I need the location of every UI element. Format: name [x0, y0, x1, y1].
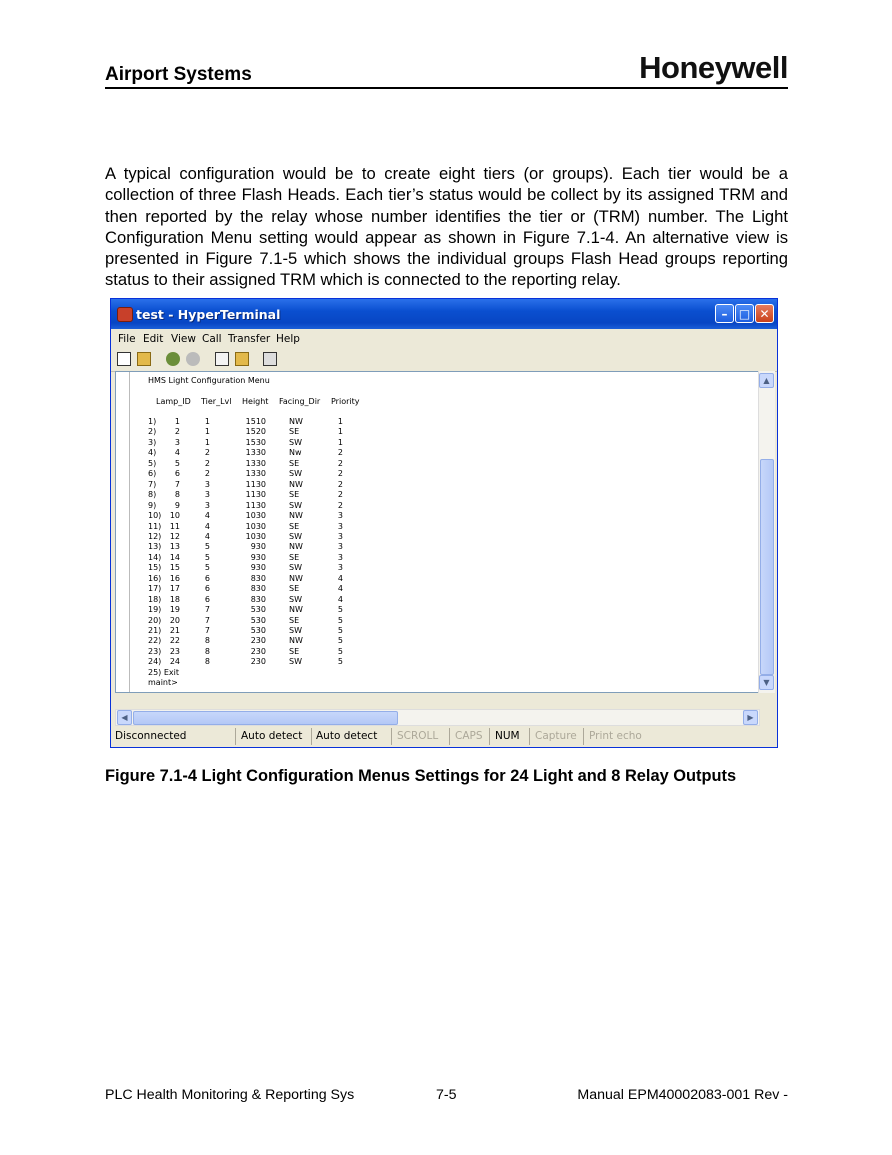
- config-row: [116, 553, 759, 563]
- title-bar[interactable]: [111, 299, 777, 329]
- horizontal-scrollbar[interactable]: [115, 709, 760, 726]
- config-row: [116, 542, 759, 552]
- height-cell: 1130: [245, 500, 266, 510]
- priority-cell: 3: [337, 563, 343, 573]
- row-index-cell: 3): [148, 437, 157, 447]
- priority-cell: 1: [337, 437, 343, 447]
- tier-lvl-cell: 4: [204, 521, 210, 531]
- status-capture: Capture: [535, 730, 577, 742]
- height-cell: 1510: [245, 417, 266, 426]
- priority-cell: 1: [337, 417, 343, 426]
- status-scroll: SCROLL: [397, 730, 439, 742]
- priority-cell: 2: [337, 469, 343, 479]
- tier-lvl-cell: 2: [204, 448, 210, 458]
- facing-dir-cell: SE: [289, 615, 300, 625]
- priority-cell: 2: [337, 490, 343, 500]
- row-index-cell: 20): [148, 615, 162, 625]
- facing-dir-cell: SW: [289, 531, 302, 541]
- prompt-text: maint>: [148, 678, 178, 688]
- col-header-height: Height: [242, 397, 269, 406]
- row-index-cell: 11): [148, 521, 162, 531]
- height-cell: 230: [250, 646, 266, 656]
- hyperterminal-icon: [117, 307, 133, 322]
- priority-cell: 5: [337, 615, 343, 625]
- exit-line: [116, 668, 759, 678]
- height-cell: 1330: [245, 458, 266, 468]
- config-row: [116, 584, 759, 594]
- config-row: [116, 459, 759, 469]
- tier-lvl-cell: 3: [204, 479, 210, 489]
- priority-cell: 2: [337, 500, 343, 510]
- priority-cell: 5: [337, 657, 343, 667]
- status-caps: CAPS: [455, 730, 483, 742]
- tier-lvl-cell: 8: [204, 636, 210, 646]
- receive-icon[interactable]: [235, 352, 249, 366]
- col-header-tier-lvl: Tier_Lvl: [201, 397, 232, 406]
- col-header-priority: Priority: [331, 397, 360, 406]
- body-paragraph: A typical configuration would be to create eight tiers (or groups). Each tier would be a collection of three Flash Heads. Each tier’s status would be collect by its assigned TRM and then reported by the relay whose number identifies the tier or (TRM) number. The Light Configuration Menu setting would appear as shown in Figure 7.1-4. An alternative view is presented in Figure 7.1-5 which shows the individual groups Flash Head groups reporting status to their assigned TRM which is connected to the reporting relay.: [105, 164, 788, 290]
- row-index-cell: 24): [148, 657, 162, 667]
- priority-cell: 5: [337, 646, 343, 656]
- facing-dir-cell: SE: [289, 490, 300, 500]
- facing-dir-cell: SE: [289, 458, 300, 468]
- row-index-cell: 8): [148, 490, 157, 500]
- scroll-right-icon[interactable]: ▶: [743, 710, 758, 725]
- facing-dir-cell: SE: [289, 521, 300, 531]
- scroll-down-icon[interactable]: ▼: [759, 675, 774, 690]
- hyperterminal-window: [110, 298, 778, 748]
- call-icon[interactable]: [166, 352, 180, 366]
- row-index-cell: 22): [148, 636, 162, 646]
- menu-call[interactable]: Call: [202, 333, 222, 345]
- height-cell: 1520: [245, 427, 266, 437]
- prompt-line: [116, 678, 759, 688]
- config-row: [116, 657, 759, 667]
- status-connection: Disconnected: [115, 730, 187, 742]
- config-row: [116, 616, 759, 626]
- terminal-screen[interactable]: [115, 371, 760, 693]
- tier-lvl-cell: 6: [204, 584, 210, 594]
- height-cell: 930: [250, 563, 266, 573]
- row-index-cell: 23): [148, 646, 162, 656]
- facing-dir-cell: SW: [289, 563, 302, 573]
- footer-right: Manual EPM40002083-001 Rev -: [577, 1087, 788, 1103]
- tier-lvl-cell: 3: [204, 500, 210, 510]
- row-index-cell: 21): [148, 626, 162, 635]
- scroll-left-icon[interactable]: ◀: [117, 710, 132, 725]
- lamp-id-cell: 10: [169, 511, 180, 521]
- height-cell: 1130: [245, 479, 266, 489]
- lamp-id-cell: 3: [174, 437, 180, 447]
- height-cell: 530: [250, 626, 266, 635]
- height-cell: 1330: [245, 448, 266, 458]
- lamp-id-cell: 18: [169, 594, 180, 604]
- vertical-scrollbar[interactable]: [758, 371, 775, 693]
- facing-dir-cell: SW: [289, 657, 302, 667]
- priority-cell: 3: [337, 531, 343, 541]
- status-bar: [111, 727, 777, 747]
- row-index-cell: 12): [148, 531, 162, 541]
- close-button[interactable]: ✕: [755, 304, 774, 323]
- config-row: [116, 626, 759, 636]
- facing-dir-cell: SE: [289, 584, 300, 594]
- tier-lvl-cell: 1: [204, 437, 210, 447]
- config-row: [116, 636, 759, 646]
- priority-cell: 5: [337, 626, 343, 635]
- facing-dir-cell: SW: [289, 437, 302, 447]
- facing-dir-cell: SE: [289, 646, 300, 656]
- config-row: [116, 532, 759, 542]
- row-index-cell: 15): [148, 563, 162, 573]
- tier-lvl-cell: 2: [204, 469, 210, 479]
- status-print-echo: Print echo: [589, 730, 642, 742]
- menu-view[interactable]: View: [171, 333, 196, 345]
- facing-dir-cell: NW: [289, 573, 303, 583]
- facing-dir-cell: Nw: [289, 448, 302, 458]
- facing-dir-cell: SW: [289, 594, 302, 604]
- config-row: [116, 574, 759, 584]
- tier-lvl-cell: 1: [204, 417, 210, 426]
- lamp-id-cell: 20: [169, 615, 180, 625]
- menu-help[interactable]: Help: [276, 333, 300, 345]
- section-title: Airport Systems: [105, 64, 252, 85]
- properties-icon[interactable]: [263, 352, 277, 366]
- tier-lvl-cell: 8: [204, 657, 210, 667]
- row-index-cell: 14): [148, 552, 162, 562]
- new-icon[interactable]: [117, 352, 131, 366]
- header-rule: [105, 87, 788, 89]
- config-row: [116, 522, 759, 532]
- priority-cell: 5: [337, 636, 343, 646]
- status-autodetect-2: Auto detect: [316, 730, 378, 742]
- priority-cell: 3: [337, 521, 343, 531]
- height-cell: 1030: [245, 531, 266, 541]
- row-index-cell: 4): [148, 448, 157, 458]
- facing-dir-cell: SE: [289, 427, 300, 437]
- lamp-id-cell: 7: [174, 479, 180, 489]
- col-header-facing-dir: Facing_Dir: [279, 397, 321, 406]
- priority-cell: 3: [337, 542, 343, 552]
- lamp-id-cell: 12: [169, 531, 180, 541]
- lamp-id-cell: 4: [174, 448, 180, 458]
- lamp-id-cell: 23: [169, 646, 180, 656]
- facing-dir-cell: NW: [289, 511, 303, 521]
- height-cell: 930: [250, 542, 266, 552]
- lamp-id-cell: 14: [169, 552, 180, 562]
- config-row: [116, 595, 759, 605]
- tier-lvl-cell: 1: [204, 427, 210, 437]
- tier-lvl-cell: 4: [204, 531, 210, 541]
- config-row: [116, 417, 759, 427]
- lamp-id-cell: 22: [169, 636, 180, 646]
- config-row: [116, 427, 759, 437]
- exit-text: 25) Exit: [148, 667, 179, 677]
- lamp-id-cell: 2: [174, 427, 180, 437]
- height-cell: 1030: [245, 521, 266, 531]
- maximize-button[interactable]: □: [735, 304, 754, 323]
- priority-cell: 3: [337, 552, 343, 562]
- height-cell: 530: [250, 605, 266, 615]
- height-cell: 830: [250, 594, 266, 604]
- facing-dir-cell: SE: [289, 552, 300, 562]
- figure-caption: Figure 7.1-4 Light Configuration Menus Settings for 24 Light and 8 Relay Outputs: [105, 767, 737, 785]
- tier-lvl-cell: 5: [204, 552, 210, 562]
- height-cell: 1130: [245, 490, 266, 500]
- tier-lvl-cell: 3: [204, 490, 210, 500]
- row-index-cell: 10): [148, 511, 162, 521]
- height-cell: 530: [250, 615, 266, 625]
- lamp-id-cell: 8: [174, 490, 180, 500]
- menu-heading: HMS Light Configuration Menu: [148, 376, 270, 385]
- tier-lvl-cell: 4: [204, 511, 210, 521]
- scroll-up-icon[interactable]: ▲: [759, 373, 774, 388]
- priority-cell: 5: [337, 605, 343, 615]
- disconnect-icon[interactable]: [186, 352, 200, 366]
- config-row: [116, 469, 759, 479]
- config-row: [116, 511, 759, 521]
- row-index-cell: 19): [148, 605, 162, 615]
- height-cell: 930: [250, 552, 266, 562]
- tier-lvl-cell: 7: [204, 605, 210, 615]
- height-cell: 230: [250, 657, 266, 667]
- lamp-id-cell: 6: [174, 469, 180, 479]
- config-row: [116, 501, 759, 511]
- row-index-cell: 5): [148, 458, 157, 468]
- col-header-lamp-id: Lamp_ID: [156, 397, 191, 406]
- facing-dir-cell: NW: [289, 417, 303, 426]
- priority-cell: 4: [337, 594, 343, 604]
- facing-dir-cell: SW: [289, 469, 302, 479]
- row-index-cell: 1): [148, 417, 157, 426]
- lamp-id-cell: 11: [169, 521, 180, 531]
- priority-cell: 2: [337, 448, 343, 458]
- tier-lvl-cell: 6: [204, 594, 210, 604]
- row-index-cell: 13): [148, 542, 162, 552]
- menu-bar: [111, 329, 777, 349]
- footer-left: PLC Health Monitoring & Reporting Sys: [105, 1087, 355, 1103]
- row-index-cell: 17): [148, 584, 162, 594]
- status-num: NUM: [495, 730, 520, 742]
- menu-transfer[interactable]: Transfer: [228, 333, 271, 345]
- lamp-id-cell: 15: [169, 563, 180, 573]
- tier-lvl-cell: 5: [204, 563, 210, 573]
- tier-lvl-cell: 6: [204, 573, 210, 583]
- height-cell: 1030: [245, 511, 266, 521]
- open-folder-icon[interactable]: [137, 352, 151, 366]
- height-cell: 230: [250, 636, 266, 646]
- row-index-cell: 18): [148, 594, 162, 604]
- lamp-id-cell: 9: [174, 500, 180, 510]
- config-row: [116, 480, 759, 490]
- lamp-id-cell: 21: [169, 626, 180, 635]
- priority-cell: 2: [337, 479, 343, 489]
- config-row: [116, 448, 759, 458]
- height-cell: 830: [250, 573, 266, 583]
- height-cell: 1530: [245, 437, 266, 447]
- tier-lvl-cell: 2: [204, 458, 210, 468]
- row-index-cell: 6): [148, 469, 157, 479]
- facing-dir-cell: SW: [289, 626, 302, 635]
- facing-dir-cell: NW: [289, 479, 303, 489]
- menu-edit[interactable]: Edit: [143, 333, 164, 345]
- menu-file[interactable]: File: [118, 333, 136, 345]
- tier-lvl-cell: 8: [204, 646, 210, 656]
- send-icon[interactable]: [215, 352, 229, 366]
- height-cell: 830: [250, 584, 266, 594]
- priority-cell: 1: [337, 427, 343, 437]
- row-index-cell: 16): [148, 573, 162, 583]
- minimize-button[interactable]: –: [715, 304, 734, 323]
- lamp-id-cell: 1: [174, 417, 180, 426]
- lamp-id-cell: 16: [169, 573, 180, 583]
- honeywell-logo: Honeywell: [639, 50, 788, 85]
- facing-dir-cell: SW: [289, 500, 302, 510]
- lamp-id-cell: 13: [169, 542, 180, 552]
- facing-dir-cell: NW: [289, 636, 303, 646]
- lamp-id-cell: 19: [169, 605, 180, 615]
- priority-cell: 4: [337, 573, 343, 583]
- facing-dir-cell: NW: [289, 542, 303, 552]
- height-cell: 1330: [245, 469, 266, 479]
- tier-lvl-cell: 7: [204, 615, 210, 625]
- window-title: test - HyperTerminal: [136, 307, 281, 322]
- config-row: [116, 563, 759, 573]
- toolbar: [111, 349, 777, 372]
- priority-cell: 2: [337, 458, 343, 468]
- lamp-id-cell: 17: [169, 584, 180, 594]
- vertical-scroll-thumb[interactable]: [760, 459, 774, 675]
- page-number: 7-5: [436, 1087, 457, 1103]
- row-index-cell: 9): [148, 500, 157, 510]
- config-row: [116, 490, 759, 500]
- config-row: [116, 647, 759, 657]
- row-index-cell: 2): [148, 427, 157, 437]
- row-index-cell: 7): [148, 479, 157, 489]
- config-row: [116, 605, 759, 615]
- priority-cell: 4: [337, 584, 343, 594]
- tier-lvl-cell: 5: [204, 542, 210, 552]
- facing-dir-cell: NW: [289, 605, 303, 615]
- horizontal-scroll-thumb[interactable]: [133, 711, 398, 725]
- priority-cell: 3: [337, 511, 343, 521]
- lamp-id-cell: 24: [169, 657, 180, 667]
- tier-lvl-cell: 7: [204, 626, 210, 635]
- config-row: [116, 438, 759, 448]
- lamp-id-cell: 5: [174, 458, 180, 468]
- status-autodetect-1: Auto detect: [241, 730, 303, 742]
